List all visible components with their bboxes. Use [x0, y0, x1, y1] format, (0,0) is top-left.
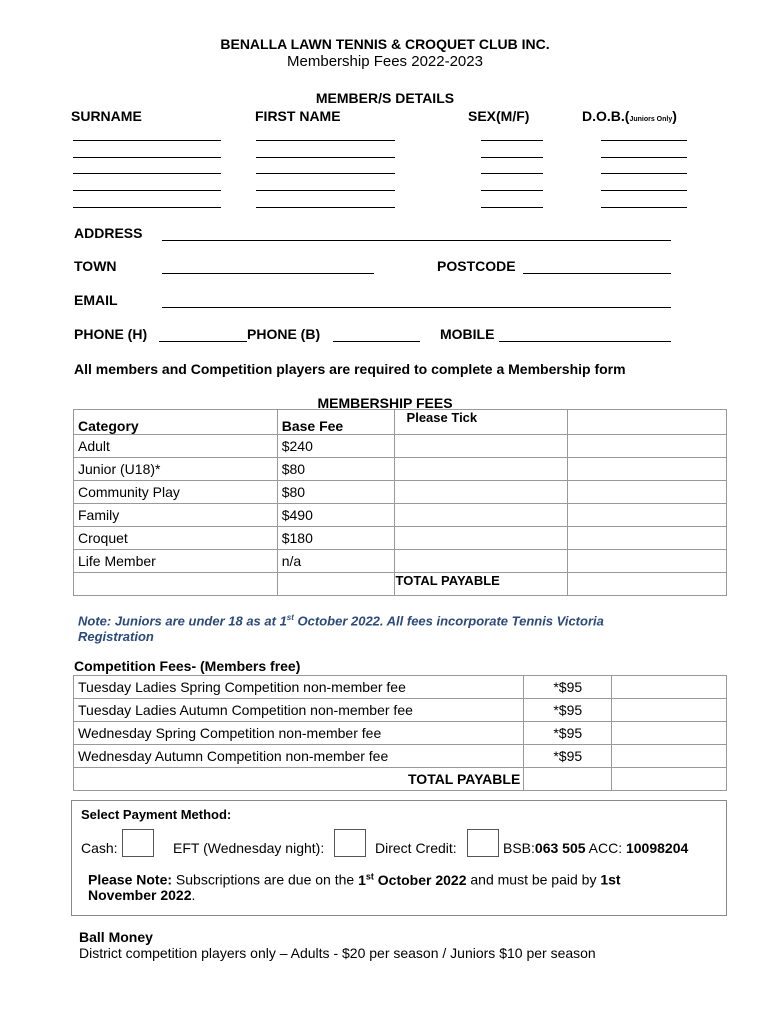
competition-fees-table: [73, 675, 727, 791]
competition-fee: *$95: [524, 722, 612, 745]
first-name-line[interactable]: [256, 140, 395, 141]
empty-cell: [568, 458, 727, 481]
competition-tick-cell[interactable]: [612, 722, 727, 745]
empty-cell: [277, 573, 394, 596]
table-row: [74, 435, 727, 458]
ball-money-text: District competition players only – Adults - $20 per season / Juniors $10 per season: [79, 945, 596, 961]
sex-line[interactable]: [481, 140, 543, 141]
category-cell: Junior (U18)*: [74, 458, 278, 481]
category-cell: Adult: [74, 435, 278, 458]
eft-label: EFT (Wednesday night):: [173, 840, 325, 856]
cash-checkbox[interactable]: [122, 829, 154, 857]
first-name-line[interactable]: [256, 157, 395, 158]
tick-cell[interactable]: [394, 504, 568, 527]
phone-h-label: PHONE (H): [74, 326, 148, 342]
sex-line[interactable]: [481, 173, 543, 174]
surname-heading: SURNAME: [71, 108, 142, 124]
category-cell: Life Member: [74, 550, 278, 573]
surname-line[interactable]: [73, 140, 221, 141]
membership-notice: All members and Competition players are required to complete a Membership form: [74, 361, 626, 377]
postcode-field[interactable]: [523, 273, 671, 274]
fee-cell: $490: [277, 504, 394, 527]
base-fee-header: Base Fee: [277, 410, 394, 435]
surname-line[interactable]: [73, 157, 221, 158]
competition-tick-cell[interactable]: [612, 745, 727, 768]
table-row: [74, 676, 727, 699]
total-row: [74, 573, 727, 596]
empty-cell: [74, 573, 278, 596]
org-title: BENALLA LAWN TENNIS & CROQUET CLUB INC.: [220, 36, 550, 52]
sex-line[interactable]: [481, 207, 543, 208]
dob-line[interactable]: [601, 173, 687, 174]
empty-cell: [568, 410, 727, 435]
membership-fees-table: [73, 409, 727, 596]
competition-label: Wednesday Autumn Competition non-member fee: [74, 745, 524, 768]
empty-cell: [568, 504, 727, 527]
tick-cell[interactable]: [394, 435, 568, 458]
table-row: [74, 458, 727, 481]
dob-heading: D.O.B.(Juniors Only): [582, 108, 677, 124]
category-cell: Community Play: [74, 481, 278, 504]
mobile-label: MOBILE: [440, 326, 495, 342]
tick-cell[interactable]: [394, 481, 568, 504]
table-row: [74, 504, 727, 527]
dob-line[interactable]: [601, 190, 687, 191]
phone-b-label: PHONE (B): [247, 326, 321, 342]
address-field[interactable]: [162, 240, 671, 241]
dob-line[interactable]: [601, 207, 687, 208]
town-field[interactable]: [162, 273, 374, 274]
form-subtitle: Membership Fees 2022-2023: [287, 53, 483, 70]
empty-cell: [568, 527, 727, 550]
fee-cell: $180: [277, 527, 394, 550]
first-name-heading: FIRST NAME: [255, 108, 341, 124]
sex-line[interactable]: [481, 190, 543, 191]
juniors-note-line2: Registration: [78, 629, 154, 644]
sex-line[interactable]: [481, 157, 543, 158]
competition-fee: *$95: [524, 676, 612, 699]
first-name-line[interactable]: [256, 190, 395, 191]
email-field[interactable]: [162, 307, 671, 308]
category-cell: Croquet: [74, 527, 278, 550]
ball-money-heading: Ball Money: [79, 929, 153, 945]
surname-line[interactable]: [73, 173, 221, 174]
dob-line[interactable]: [601, 140, 687, 141]
tick-cell[interactable]: [394, 458, 568, 481]
dob-line[interactable]: [601, 157, 687, 158]
competition-total-field[interactable]: [612, 768, 727, 791]
phone-h-field[interactable]: [159, 341, 247, 342]
table-row: [74, 722, 727, 745]
competition-fee: *$95: [524, 745, 612, 768]
table-row: [74, 481, 727, 504]
town-label: TOWN: [74, 258, 117, 274]
bank-details: BSB:063 505 ACC: 10098204: [503, 840, 689, 856]
competition-total-label: TOTAL PAYABLE: [74, 768, 524, 791]
table-row: [74, 699, 727, 722]
empty-cell: [568, 481, 727, 504]
section-title: MEMBER/S DETAILS: [315, 90, 455, 106]
empty-cell: [568, 550, 727, 573]
cash-label: Cash:: [81, 840, 118, 856]
competition-tick-cell[interactable]: [612, 699, 727, 722]
empty-cell: [568, 435, 727, 458]
please-tick-header: Please Tick: [394, 410, 568, 435]
eft-checkbox[interactable]: [334, 829, 366, 857]
payment-note-line2: November 2022.: [88, 887, 196, 903]
first-name-line[interactable]: [256, 207, 395, 208]
surname-line[interactable]: [73, 190, 221, 191]
first-name-line[interactable]: [256, 173, 395, 174]
fee-cell: $80: [277, 481, 394, 504]
membership-fees-heading: MEMBERSHIP FEES: [317, 395, 453, 411]
payment-note: Please Note: Subscriptions are due on the 1st October 2022 and must be paid by 1st: [88, 871, 621, 888]
competition-heading: Competition Fees- (Members free): [74, 658, 301, 674]
tick-cell[interactable]: [394, 527, 568, 550]
competition-label: Wednesday Spring Competition non-member fee: [74, 722, 524, 745]
total-row: [74, 768, 727, 791]
postcode-label: POSTCODE: [437, 258, 516, 274]
dob-juniors-only: Juniors Only: [629, 116, 673, 123]
category-cell: Family: [74, 504, 278, 527]
address-label: ADDRESS: [74, 225, 143, 241]
total-payable-field[interactable]: [568, 573, 727, 596]
competition-label: Tuesday Ladies Spring Competition non-member fee: [74, 676, 524, 699]
juniors-note: Note: Juniors are under 18 as at 1st October 2022. All fees incorporate Tennis Victoria: [78, 613, 604, 629]
phone-b-field[interactable]: [333, 341, 420, 342]
sex-heading: SEX(M/F): [468, 108, 530, 124]
total-payable-label: TOTAL PAYABLE: [394, 573, 568, 596]
surname-line[interactable]: [73, 207, 221, 208]
fee-cell: $80: [277, 458, 394, 481]
table-row: [74, 745, 727, 768]
direct-credit-checkbox[interactable]: [467, 829, 499, 857]
empty-cell: [524, 768, 612, 791]
table-row: [74, 550, 727, 573]
table-row: [74, 527, 727, 550]
mobile-field[interactable]: [499, 341, 671, 342]
fee-cell: n/a: [277, 550, 394, 573]
competition-fee: *$95: [524, 699, 612, 722]
competition-label: Tuesday Ladies Autumn Competition non-member fee: [74, 699, 524, 722]
payment-heading: Select Payment Method:: [81, 807, 232, 822]
competition-tick-cell[interactable]: [612, 676, 727, 699]
fee-cell: $240: [277, 435, 394, 458]
category-header: Category: [74, 410, 278, 435]
email-label: EMAIL: [74, 292, 118, 308]
table-header-row: [74, 410, 727, 435]
tick-cell[interactable]: [394, 550, 568, 573]
direct-credit-label: Direct Credit:: [375, 840, 457, 856]
